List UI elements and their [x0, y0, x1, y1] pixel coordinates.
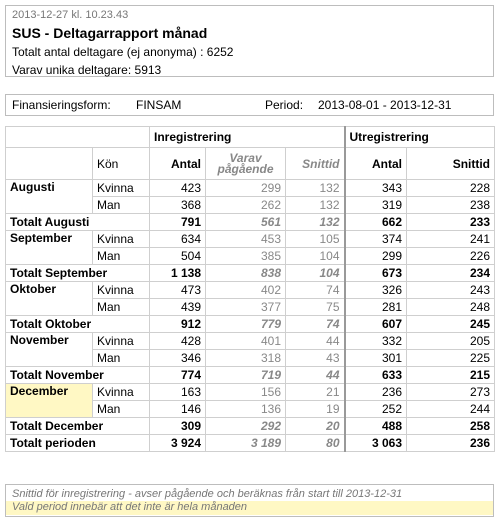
cell-varav: 377: [206, 299, 286, 316]
cell-kon: Kvinna: [93, 384, 150, 401]
period-total-snittid-ut: 236: [407, 435, 495, 452]
cell-snittid-in: 74: [286, 282, 345, 299]
total-antal-ut: 633: [345, 367, 407, 384]
group-header-utreg: Utregistrering: [345, 127, 495, 148]
period-total-varav: 3 189: [206, 435, 286, 452]
cell-snittid-in: 132: [286, 197, 345, 214]
total-label: Totalt November: [6, 367, 150, 384]
cell-varav: 318: [206, 350, 286, 367]
total-snittid-ut: 245: [407, 316, 495, 333]
cell-snittid-ut: 238: [407, 197, 495, 214]
total-antal-ut: 673: [345, 265, 407, 282]
cell-antal-ut: 343: [345, 180, 407, 197]
participant-report-table: [5, 126, 495, 452]
table-row: [6, 384, 495, 401]
cell-antal-ut: 332: [345, 333, 407, 350]
total-snittid-in: 44: [286, 367, 345, 384]
cell-kon: Kvinna: [93, 231, 150, 248]
total-snittid-in: 20: [286, 418, 345, 435]
total-antal: 791: [150, 214, 206, 231]
total-antal: 309: [150, 418, 206, 435]
header-blank: [6, 127, 150, 148]
total-varav: 561: [206, 214, 286, 231]
cell-snittid-ut: 228: [407, 180, 495, 197]
cell-antal-ut: 252: [345, 401, 407, 418]
cell-snittid-in: 75: [286, 299, 345, 316]
month-total-row: [6, 418, 495, 435]
total-label: Totalt Augusti: [6, 214, 150, 231]
period-total-label: Totalt perioden: [6, 435, 150, 452]
cell-snittid-ut: 243: [407, 282, 495, 299]
cell-snittid-in: 132: [286, 180, 345, 197]
month-total-row: [6, 367, 495, 384]
table-row: [6, 231, 495, 248]
total-snittid-in: 132: [286, 214, 345, 231]
total-snittid-in: 74: [286, 316, 345, 333]
total-antal-ut: 662: [345, 214, 407, 231]
cell-antal: 634: [150, 231, 206, 248]
total-antal: 1 138: [150, 265, 206, 282]
total-snittid-ut: 233: [407, 214, 495, 231]
cell-varav: 262: [206, 197, 286, 214]
cell-varav: 453: [206, 231, 286, 248]
cell-antal-ut: 301: [345, 350, 407, 367]
cell-antal-ut: 326: [345, 282, 407, 299]
total-antal-ut: 607: [345, 316, 407, 333]
total-snittid-ut: 215: [407, 367, 495, 384]
cell-varav: 156: [206, 384, 286, 401]
cell-snittid-ut: 273: [407, 384, 495, 401]
cell-antal: 439: [150, 299, 206, 316]
cell-kon: Kvinna: [93, 282, 150, 299]
month-total-row: [6, 214, 495, 231]
cell-antal-ut: 374: [345, 231, 407, 248]
period-total-antal-ut: 3 063: [345, 435, 407, 452]
report-header: [5, 5, 494, 77]
column-header-row: [6, 148, 495, 180]
cell-kon: Man: [93, 248, 150, 265]
total-antal-ut: 488: [345, 418, 407, 435]
cell-kon: Man: [93, 197, 150, 214]
table-row: [6, 333, 495, 350]
month-label: Oktober: [6, 282, 93, 316]
cell-snittid-ut: 226: [407, 248, 495, 265]
col-antal-header: Antal: [150, 148, 206, 180]
cell-snittid-in: 21: [286, 384, 345, 401]
cell-snittid-ut: 244: [407, 401, 495, 418]
cell-varav: 385: [206, 248, 286, 265]
total-snittid-ut: 234: [407, 265, 495, 282]
report-timestamp: 2013-12-27 kl. 10.23.43: [12, 9, 129, 21]
col-snittid-in-header: Snittid: [286, 148, 345, 180]
total-label: Totalt September: [6, 265, 150, 282]
period-total-snittid-in: 80: [286, 435, 345, 452]
total-label: Totalt December: [6, 418, 150, 435]
cell-snittid-in: 43: [286, 350, 345, 367]
cell-snittid-ut: 205: [407, 333, 495, 350]
col-antal-ut-header: Antal: [345, 148, 407, 180]
month-label: September: [6, 231, 93, 265]
cell-snittid-in: 44: [286, 333, 345, 350]
report-footer: [5, 484, 494, 517]
cell-antal-ut: 236: [345, 384, 407, 401]
total-snittid-ut: 258: [407, 418, 495, 435]
cell-antal: 163: [150, 384, 206, 401]
cell-antal: 428: [150, 333, 206, 350]
cell-antal-ut: 299: [345, 248, 407, 265]
footnote-snittid: Snittid för inregistrering - avser pågående och beräknas från start till 2013-12-31: [12, 488, 403, 500]
col-snittid-ut-header: Snittid: [407, 148, 495, 180]
col-month-header: [6, 148, 93, 180]
cell-kon: Kvinna: [93, 333, 150, 350]
total-varav: 719: [206, 367, 286, 384]
total-antal: 774: [150, 367, 206, 384]
report-title: SUS - Deltagarrapport månad: [12, 25, 208, 41]
period-label: Period:: [265, 98, 304, 112]
col-kon-header: Kön: [93, 148, 150, 180]
cell-antal: 146: [150, 401, 206, 418]
month-label: December: [6, 384, 93, 418]
total-antal: 912: [150, 316, 206, 333]
cell-antal: 423: [150, 180, 206, 197]
table-row: [6, 282, 495, 299]
total-varav: 292: [206, 418, 286, 435]
month-total-row: [6, 316, 495, 333]
cell-snittid-in: 105: [286, 231, 345, 248]
cell-snittid-ut: 241: [407, 231, 495, 248]
footnote-period-warning: Vald period innebär att det inte är hela månaden: [6, 501, 493, 515]
cell-kon: Man: [93, 350, 150, 367]
cell-varav: 299: [206, 180, 286, 197]
period-total-row: [6, 435, 495, 452]
cell-varav: 136: [206, 401, 286, 418]
cell-antal-ut: 319: [345, 197, 407, 214]
cell-kon: Kvinna: [93, 180, 150, 197]
cell-antal: 368: [150, 197, 206, 214]
period-value: 2013-08-01 - 2013-12-31: [318, 98, 452, 112]
month-label: November: [6, 333, 93, 367]
total-varav: 779: [206, 316, 286, 333]
cell-snittid-in: 19: [286, 401, 345, 418]
cell-antal: 346: [150, 350, 206, 367]
total-participants: Totalt antal deltagare (ej anonyma) : 6252: [12, 45, 234, 59]
cell-antal: 473: [150, 282, 206, 299]
cell-snittid-ut: 248: [407, 299, 495, 316]
cell-kon: Man: [93, 299, 150, 316]
total-varav: 838: [206, 265, 286, 282]
cell-antal: 504: [150, 248, 206, 265]
month-label: Augusti: [6, 180, 93, 214]
financing-value: FINSAM: [136, 98, 182, 112]
cell-varav: 402: [206, 282, 286, 299]
cell-snittid-ut: 225: [407, 350, 495, 367]
cell-snittid-in: 104: [286, 248, 345, 265]
col-varav-header: Varav pågående: [206, 148, 286, 180]
month-total-row: [6, 265, 495, 282]
cell-varav: 401: [206, 333, 286, 350]
total-label: Totalt Oktober: [6, 316, 150, 333]
cell-kon: Man: [93, 401, 150, 418]
period-total-antal: 3 924: [150, 435, 206, 452]
filter-bar: [5, 94, 494, 116]
total-snittid-in: 104: [286, 265, 345, 282]
unique-participants: Varav unika deltagare: 5913: [12, 63, 162, 77]
financing-label: Finansieringsform:: [12, 98, 111, 112]
table-row: [6, 180, 495, 197]
cell-antal-ut: 281: [345, 299, 407, 316]
group-header-row: [6, 127, 495, 148]
group-header-inreg: Inregistrering: [150, 127, 345, 148]
